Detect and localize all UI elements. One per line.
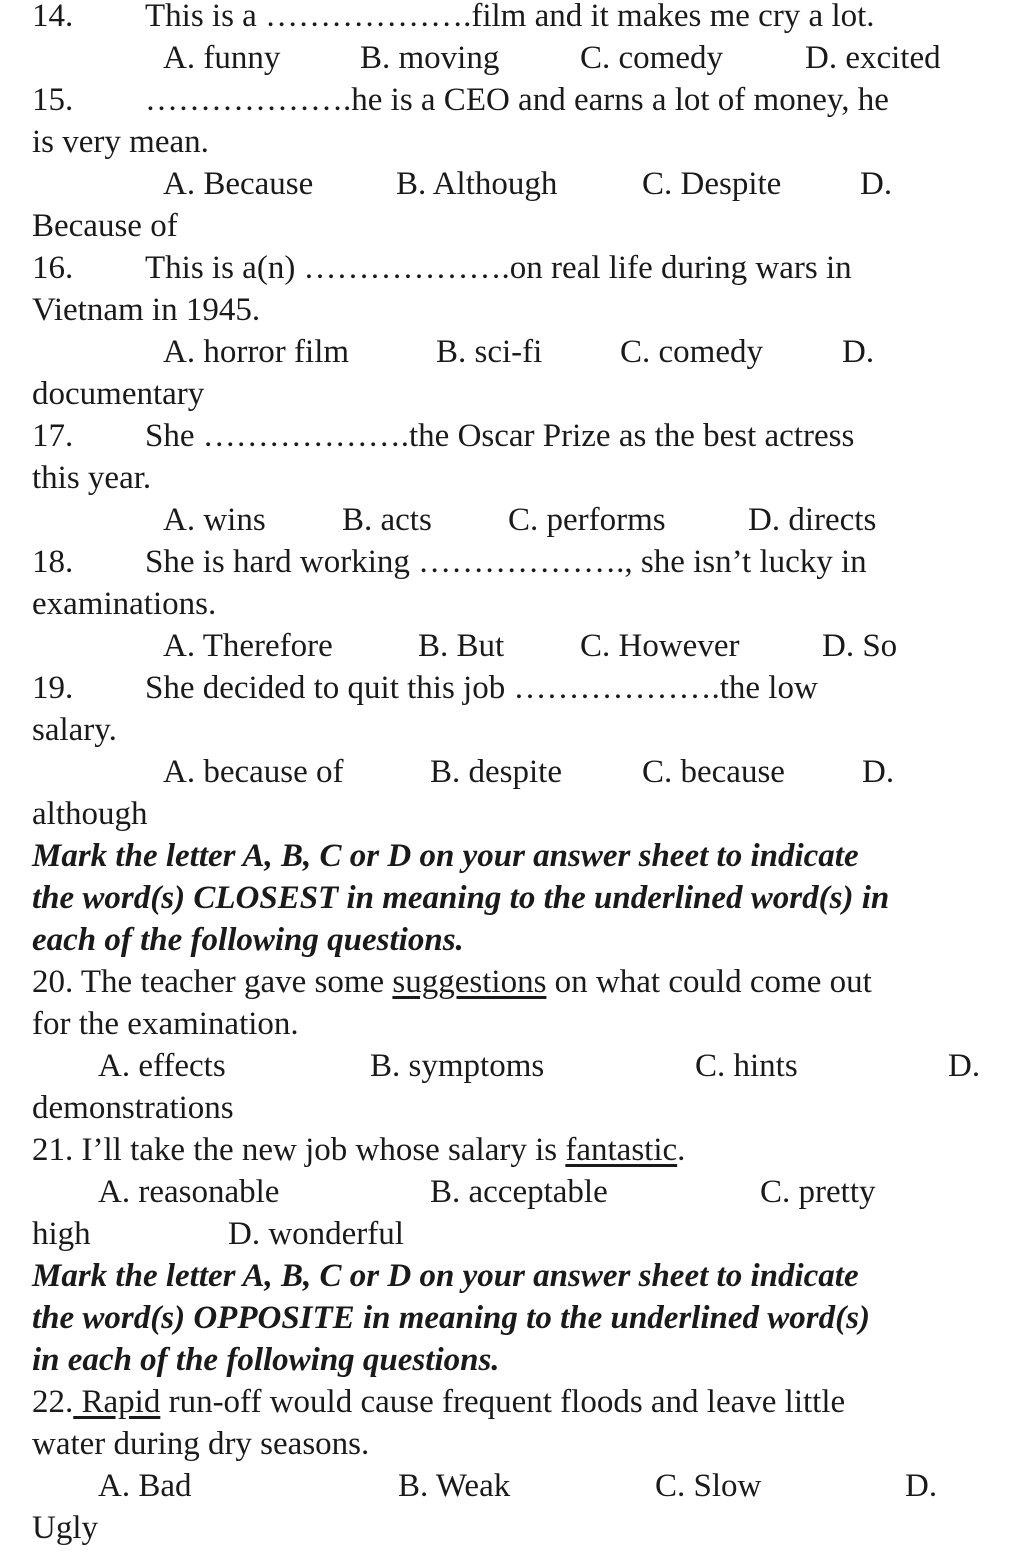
- q14-number: 14.: [32, 0, 74, 34]
- q22-option-a: A. Bad: [98, 1468, 192, 1504]
- q16-stem: This is a(n) ……………….on real life during wars in: [145, 250, 852, 286]
- q19-option-d: D.: [862, 754, 895, 790]
- q15-stem: ……………….he is a CEO and earns a lot of money, he: [145, 82, 889, 118]
- q18-stem: She is hard working ………………., she isn’t lucky in: [145, 544, 867, 580]
- q17-option-b: B. acts: [342, 502, 432, 538]
- q15-option-d-text: Because of: [32, 208, 178, 244]
- q22-option-d: D.: [905, 1468, 938, 1504]
- q20-option-d: D.: [948, 1048, 981, 1084]
- q14-stem: This is a ……………….film and it makes me cry a lot.: [145, 0, 875, 34]
- q22-underlined-word: Rapid: [73, 1384, 161, 1420]
- instruction-closest-line-1: Mark the letter A, B, C or D on your answer sheet to indicate: [32, 838, 859, 874]
- q15-number: 15.: [32, 82, 74, 118]
- q18-option-c: C. However: [580, 628, 740, 664]
- q22-option-d-text: Ugly: [32, 1510, 98, 1546]
- q16-option-c: C. comedy: [620, 334, 763, 370]
- instruction-opposite-line-3: in each of the following questions.: [32, 1342, 500, 1378]
- q21-stem-start: 21. I’ll take the new job whose salary is: [32, 1132, 566, 1168]
- q20-stem: [32, 961, 872, 1003]
- q20-option-a: A. effects: [98, 1048, 226, 1084]
- q20-option-c: C. hints: [695, 1048, 798, 1084]
- q19-option-b: B. despite: [430, 754, 562, 790]
- q17-stem: She ……………….the Oscar Prize as the best actress: [145, 418, 855, 454]
- q18-option-a: A. Therefore: [163, 628, 333, 664]
- q17-option-c: C. performs: [508, 502, 666, 538]
- q20-option-b: B. symptoms: [370, 1048, 545, 1084]
- q19-option-c: C. because: [642, 754, 785, 790]
- q18-option-d: D. So: [822, 628, 898, 664]
- q18-option-b: B. But: [418, 628, 505, 664]
- q22-stem-continued: water during dry seasons.: [32, 1426, 370, 1462]
- q21-option-d: D. wonderful: [228, 1216, 404, 1252]
- instruction-closest-line-2: the word(s) CLOSEST in meaning to the underlined word(s) in: [32, 880, 890, 916]
- q16-option-d: D.: [842, 334, 875, 370]
- q14-option-c: C. comedy: [580, 40, 723, 76]
- q22-stem-end: run-off would cause frequent floods and leave little: [160, 1384, 846, 1420]
- q20-option-d-text: demonstrations: [32, 1090, 234, 1126]
- q20-underlined-word: suggestions: [392, 964, 547, 1000]
- q22-option-c: C. Slow: [655, 1468, 762, 1504]
- q21-option-c: C. pretty: [760, 1174, 876, 1210]
- q15-option-c: C. Despite: [642, 166, 782, 202]
- q16-option-d-text: documentary: [32, 376, 205, 412]
- q15-option-a: A. Because: [163, 166, 314, 202]
- q19-option-a: A. because of: [163, 754, 344, 790]
- q21-option-c-text: high: [32, 1216, 91, 1252]
- q21-option-a: A. reasonable: [98, 1174, 280, 1210]
- q22-option-b: B. Weak: [398, 1468, 511, 1504]
- q15-option-d: D.: [860, 166, 893, 202]
- instruction-opposite-line-2: the word(s) OPPOSITE in meaning to the underlined word(s): [32, 1300, 870, 1336]
- q21-underlined-word: fantastic: [565, 1132, 678, 1168]
- q16-stem-continued: Vietnam in 1945.: [32, 292, 261, 328]
- q19-stem-continued: salary.: [32, 712, 117, 748]
- q16-number: 16.: [32, 250, 74, 286]
- q16-option-a: A. horror film: [163, 334, 350, 370]
- q17-option-a: A. wins: [163, 502, 266, 538]
- q14-option-d: D. excited: [805, 40, 941, 76]
- q14-option-a: A. funny: [163, 40, 281, 76]
- q16-option-b: B. sci-fi: [436, 334, 543, 370]
- q15-option-b: B. Although: [396, 166, 558, 202]
- q21-option-b: B. acceptable: [430, 1174, 608, 1210]
- q22-number: 22.: [32, 1384, 74, 1420]
- q19-number: 19.: [32, 670, 74, 706]
- q20-stem-start: 20. The teacher gave some: [32, 964, 393, 1000]
- q17-number: 17.: [32, 418, 74, 454]
- q17-option-d: D. directs: [748, 502, 877, 538]
- q21-stem: [32, 1129, 685, 1171]
- q18-number: 18.: [32, 544, 74, 580]
- q14-option-b: B. moving: [360, 40, 500, 76]
- q20-stem-continued: for the examination.: [32, 1006, 299, 1042]
- q19-stem: She decided to quit this job ……………….the low: [145, 670, 818, 706]
- instruction-opposite-line-1: Mark the letter A, B, C or D on your answer sheet to indicate: [32, 1258, 859, 1294]
- q20-stem-end: on what could come out: [546, 964, 872, 1000]
- q15-stem-continued: is very mean.: [32, 124, 209, 160]
- q21-stem-end: .: [677, 1132, 686, 1168]
- q18-stem-continued: examinations.: [32, 586, 217, 622]
- q19-option-d-text: although: [32, 796, 148, 832]
- instruction-closest-line-3: each of the following questions.: [32, 922, 464, 958]
- q22-stem: [32, 1381, 845, 1423]
- q17-stem-continued: this year.: [32, 460, 152, 496]
